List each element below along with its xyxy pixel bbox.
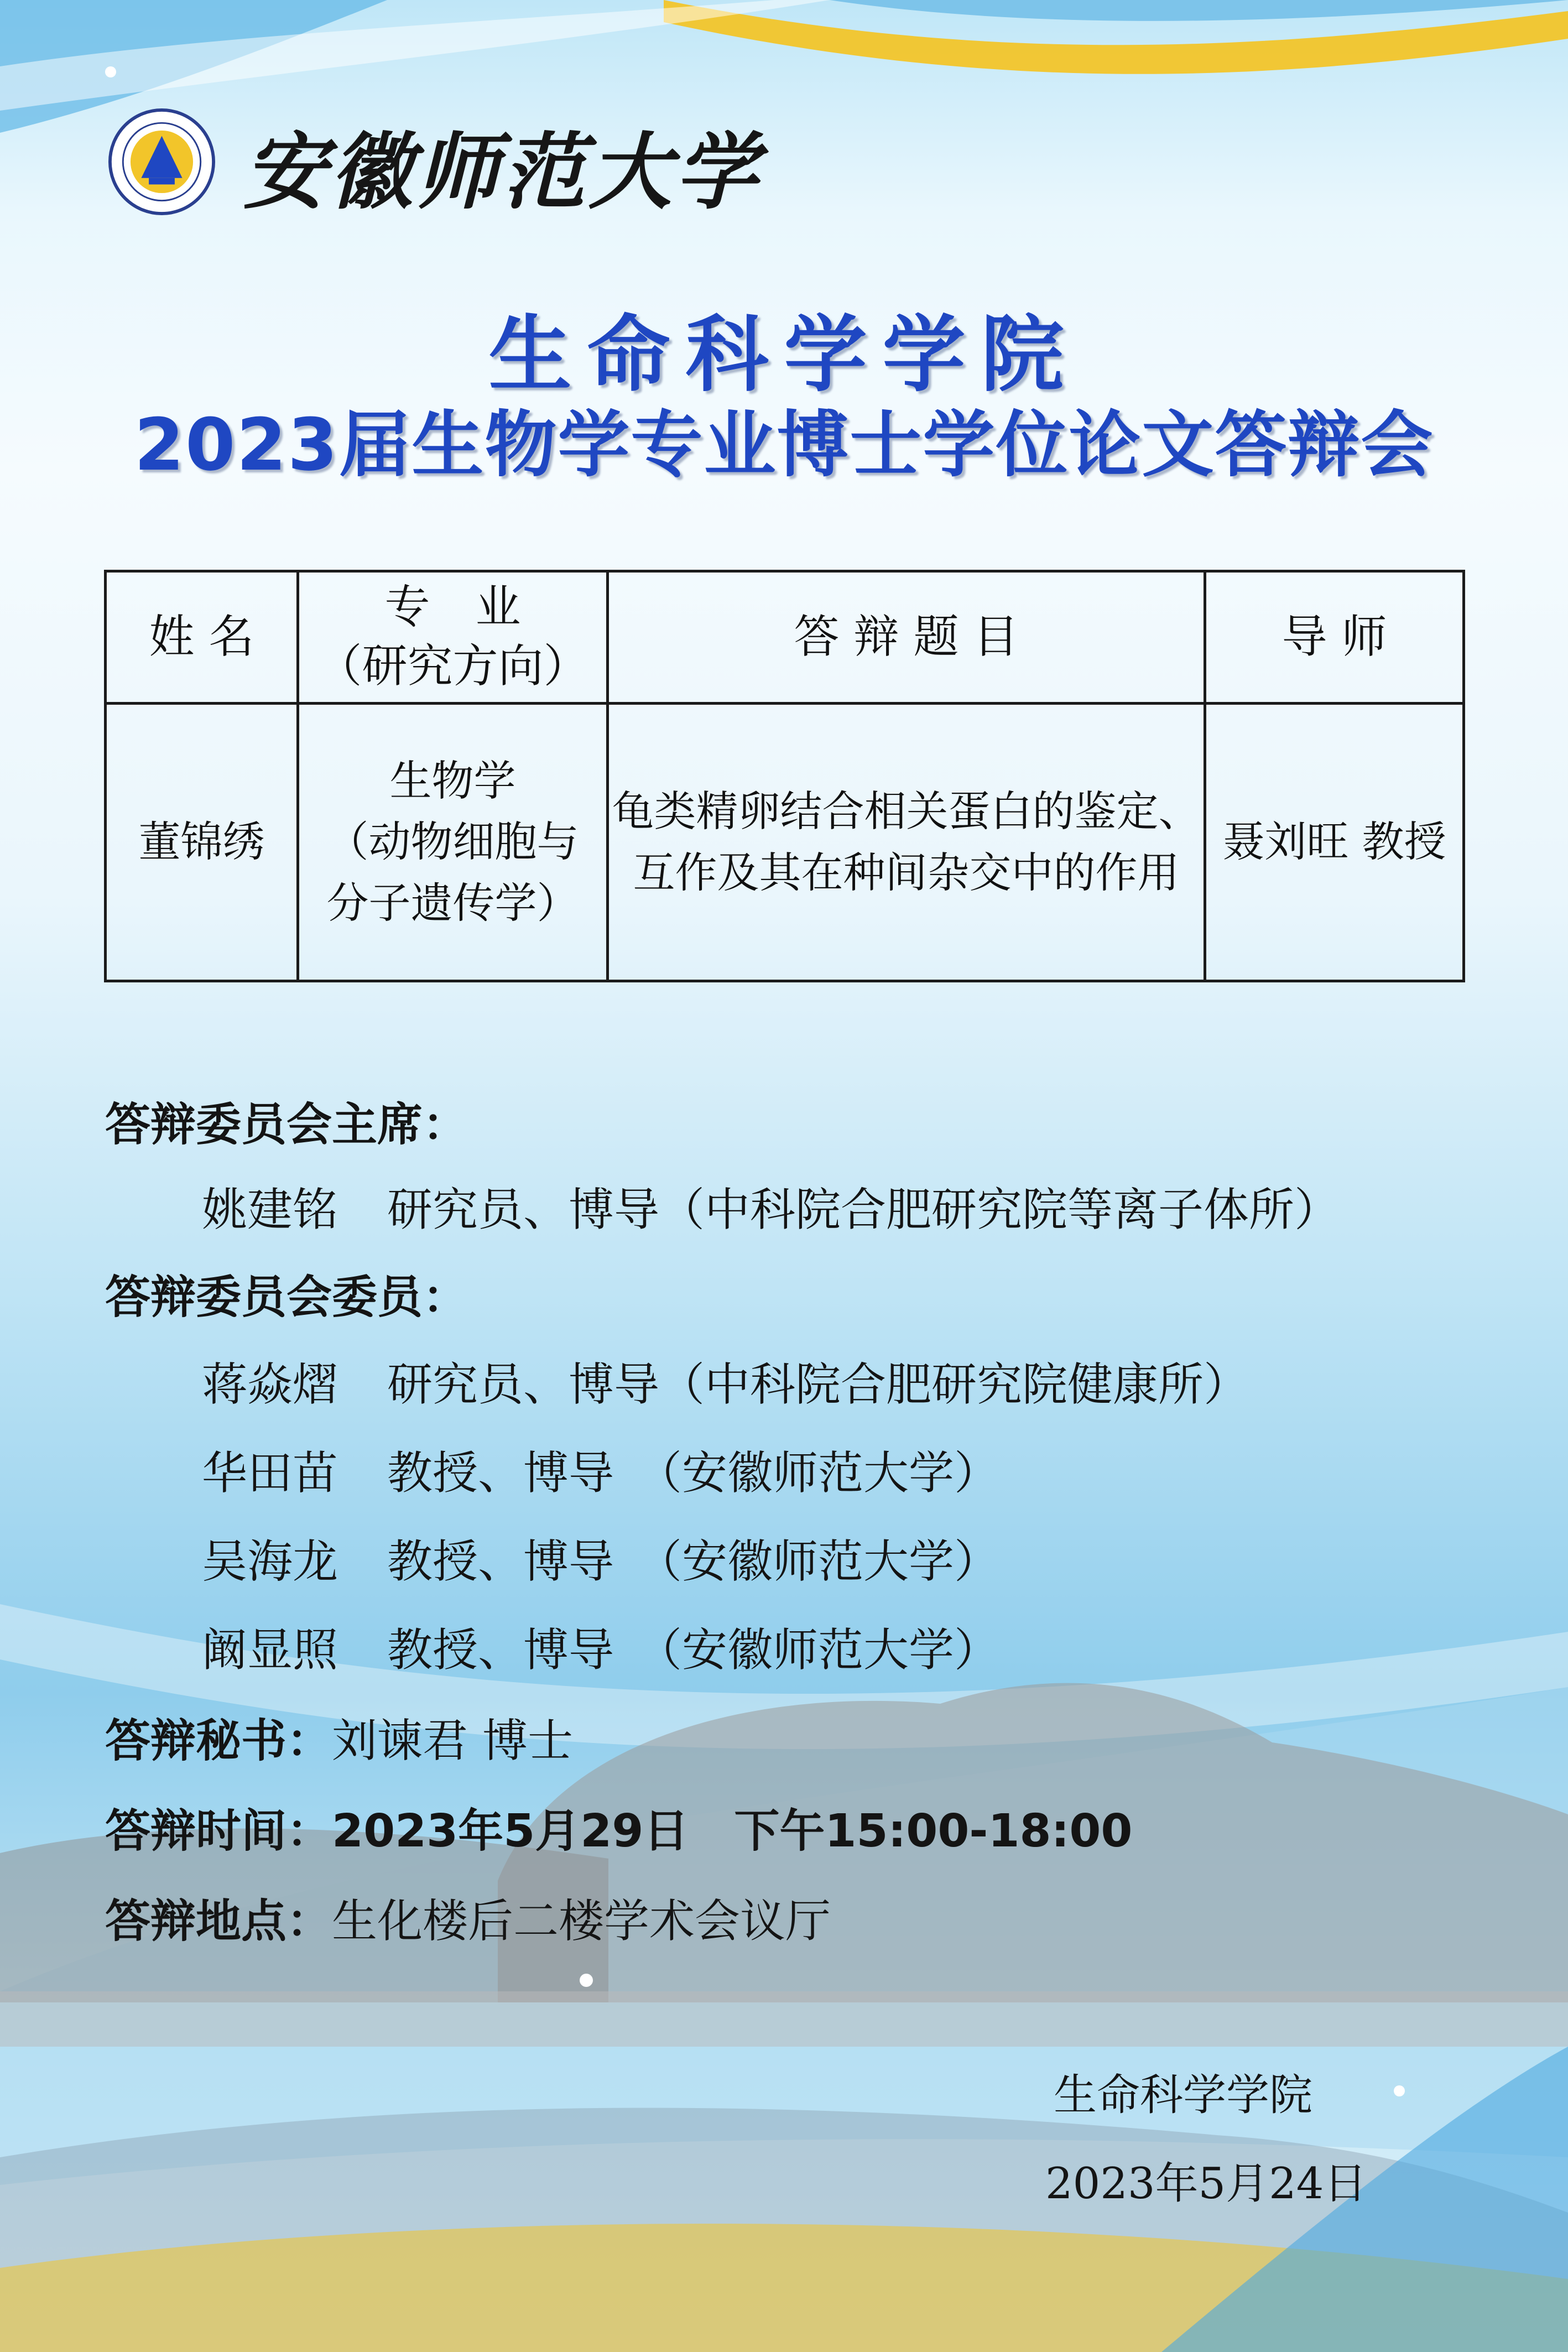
page-title-line1: 生命科学学院	[488, 307, 1080, 403]
header-topic	[608, 571, 1205, 704]
supervisor-name: 聂刘旺 教授	[1222, 817, 1446, 867]
chair-name: 姚建铭	[202, 1184, 338, 1236]
header-name	[106, 571, 298, 704]
table-header-row	[106, 571, 1464, 704]
member-entry	[202, 1614, 999, 1679]
member-title: 教授、博导 （安徽师范大学）	[387, 1447, 1000, 1500]
chair-title: 研究员、博导（中科院合肥研究院等离子体所）	[387, 1184, 1340, 1236]
cell-supervisor	[1205, 704, 1464, 981]
candidate-name: 董锦绣	[138, 817, 265, 867]
chair-label: 答辩委员会主席：	[105, 1099, 468, 1151]
major-line3: 分子遗传学）	[326, 878, 579, 928]
member-name: 吴海龙	[202, 1536, 338, 1588]
header-major-line2: （研究方向）	[316, 640, 589, 693]
page-title-line2: 2023届生物学专业博士学位论文答辩会	[134, 403, 1434, 487]
secretary-value: 刘谏君 博士	[332, 1715, 574, 1767]
header-supervisor-label: 导 师	[1282, 610, 1387, 663]
member-name: 华田苗	[202, 1447, 338, 1500]
cell-name	[106, 704, 298, 981]
footer-org: 生命科学学院	[1054, 2070, 1313, 2120]
member-name: 阚显照	[202, 1624, 338, 1677]
header-major-line1: 专 业	[384, 581, 521, 634]
cell-topic	[608, 704, 1205, 981]
secretary-label: 答辩秘书：	[105, 1715, 332, 1767]
header-name-label: 姓 名	[149, 610, 254, 663]
place-row	[105, 1885, 831, 1950]
header-topic-label: 答 辩 题 目	[794, 610, 1019, 663]
member-entry	[202, 1437, 999, 1502]
table-row	[106, 704, 1464, 981]
member-title: 教授、博导 （安徽师范大学）	[387, 1536, 1000, 1588]
footer-date: 2023年5月24日	[1045, 2159, 1367, 2209]
member-entry	[202, 1349, 1249, 1413]
place-value: 生化楼后二楼学术会议厅	[332, 1895, 831, 1948]
major-line2: （动物细胞与	[326, 817, 579, 867]
members-label: 答辩委员会委员：	[105, 1271, 468, 1324]
place-label: 答辩地点：	[105, 1895, 332, 1948]
time-label: 答辩时间：	[105, 1805, 332, 1857]
header-major	[298, 571, 608, 704]
member-name: 蒋焱熠	[202, 1359, 338, 1411]
member-title: 教授、博导 （安徽师范大学）	[387, 1624, 1000, 1677]
header-supervisor	[1205, 571, 1464, 704]
topic-line1: 龟类精卵结合相关蛋白的鉴定、	[612, 787, 1201, 836]
time-row	[105, 1795, 1132, 1860]
secretary-row	[105, 1705, 573, 1770]
major-line1: 生物学	[389, 756, 516, 806]
chair-entry	[202, 1174, 1340, 1239]
member-entry	[202, 1526, 999, 1590]
time-value: 2023年5月29日 下午15:00-18:00	[332, 1805, 1133, 1857]
thesis-table	[104, 570, 1465, 982]
cell-major	[298, 704, 608, 981]
university-name: 安徽师范大学	[243, 123, 762, 221]
member-title: 研究员、博导（中科院合肥研究院健康所）	[387, 1359, 1249, 1411]
topic-line2: 互作及其在种间杂交中的作用	[633, 847, 1180, 897]
university-seal-icon	[108, 108, 216, 216]
